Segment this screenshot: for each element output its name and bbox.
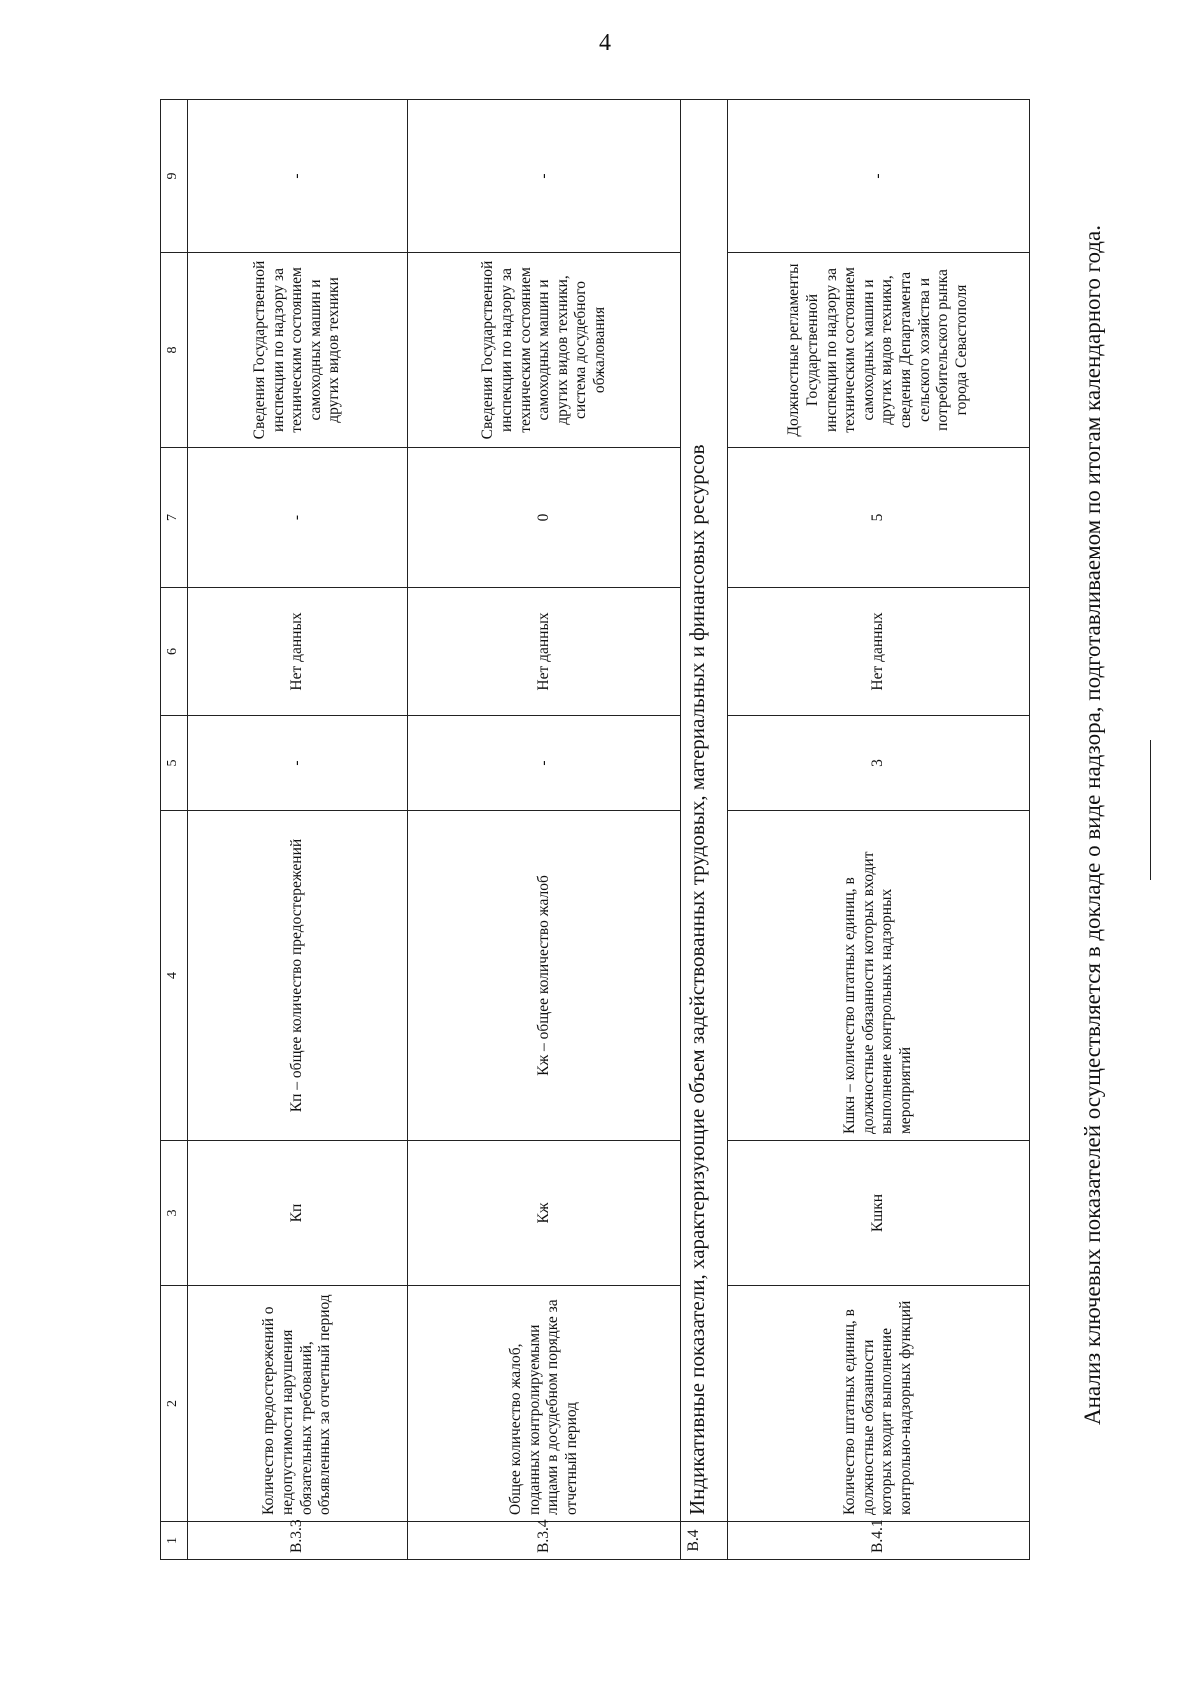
data-source: Сведения Государственной инспекции по надзору за техническим состоянием самоходных машин и других видов техники: [187, 253, 408, 448]
indicator-name: Общее количество жалоб, поданных контролируемыми лицами в досудебном порядке за отчетный период: [408, 1286, 681, 1522]
cell-col5: -: [187, 716, 408, 811]
header-cell: 3: [161, 1141, 188, 1286]
indicator-code: В.3.4: [408, 1522, 681, 1560]
header-cell: 2: [161, 1286, 188, 1522]
cell-col9: -: [187, 100, 408, 253]
header-cell: 9: [161, 100, 188, 253]
indicators-table: [160, 99, 1030, 1560]
indicator-symbol: Кшкн: [727, 1141, 1029, 1286]
section-code: В.4: [681, 1522, 727, 1560]
header-row: [161, 100, 188, 1560]
section-title: Индикативные показатели, характеризующие объем задействованных трудовых, материальных и финансовых ресурсов: [681, 100, 727, 1522]
table-row: [727, 100, 1029, 1560]
cell-col6: Нет данных: [187, 588, 408, 716]
cell-col7: 0: [408, 448, 681, 588]
cell-col6: Нет данных: [408, 588, 681, 716]
indicator-name: Количество штатных единиц, в должностные обязанности которых входит выполнение контрольно-надзорных функций: [727, 1286, 1029, 1522]
indicator-name: Количество предостережений о недопустимости нарушения обязательных требований, объявленных за отчетный период: [187, 1286, 408, 1522]
table-row: [408, 100, 681, 1560]
cell-col7: -: [187, 448, 408, 588]
table-row: [187, 100, 408, 1560]
header-cell: 7: [161, 448, 188, 588]
page-number: 4: [599, 30, 611, 56]
header-cell: 1: [161, 1522, 188, 1560]
data-source: Должностные регламенты Государственной инспекции по надзору за техническим состоянием самоходных машин и других видов техники, сведения Департамента сельского хозяйства и потребительского рынка города Севастополя: [727, 253, 1029, 448]
separator-line: [1150, 740, 1151, 880]
footnote-text: Анализ ключевых показателей осуществляется в докладе о виде надзора, подготавливаемом по итогам календарного года.: [1080, 225, 1105, 1425]
indicator-formula: Кшкн – количество штатных единиц, в должностные обязанности которых входит выполнение контрольных надзорных мероприятий: [727, 811, 1029, 1141]
cell-col9: -: [727, 100, 1029, 253]
indicator-code: В.3.3: [187, 1522, 408, 1560]
indicator-symbol: Кп: [187, 1141, 408, 1286]
indicator-formula: Кж – общее количество жалоб: [408, 811, 681, 1141]
cell-col9: -: [408, 100, 681, 253]
data-source: Сведения Государственной инспекции по надзору за техническим состоянием самоходных машин и других видов техники, система досудебного обжалования: [408, 253, 681, 448]
header-cell: 4: [161, 811, 188, 1141]
indicator-formula: Кп – общее количество предостережений: [187, 811, 408, 1141]
indicator-symbol: Кж: [408, 1141, 681, 1286]
header-cell: 8: [161, 253, 188, 448]
section-row: [681, 100, 727, 1560]
header-cell: 6: [161, 588, 188, 716]
rotated-content: [160, 100, 1190, 1560]
cell-col7: 5: [727, 448, 1029, 588]
cell-col6: Нет данных: [727, 588, 1029, 716]
cell-col5: 3: [727, 716, 1029, 811]
indicator-code: В.4.1: [727, 1522, 1029, 1560]
cell-col5: -: [408, 716, 681, 811]
header-cell: 5: [161, 716, 188, 811]
